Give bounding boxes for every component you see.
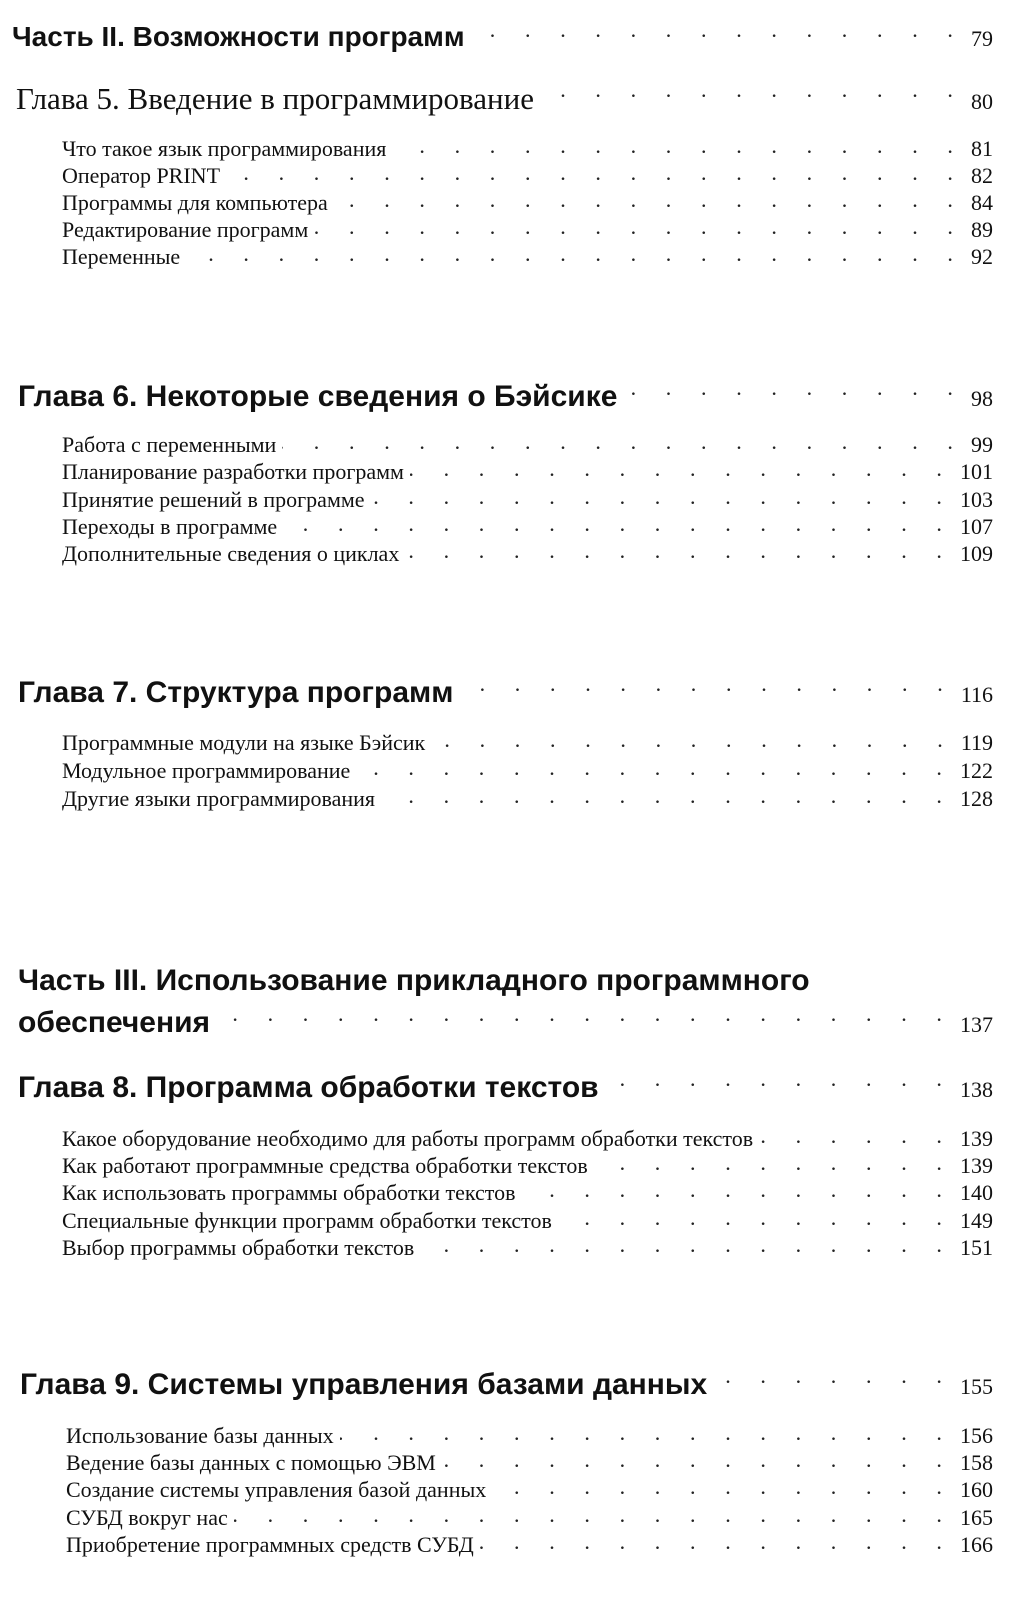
toc-entry[interactable] (62, 539, 993, 567)
page-number: 165 (960, 1505, 993, 1530)
toc-entry[interactable] (62, 1178, 993, 1206)
entry-title: Принятие решений в программе (62, 487, 365, 512)
chapter-title: Глава 7. Структура программ (18, 676, 454, 709)
entry-title: Другие языки программирования (62, 786, 376, 811)
entry-title: Какое оборудование необходимо для работы программ обработки текстов (62, 1126, 754, 1151)
dot-leader (623, 376, 965, 406)
page-number: 139 (960, 1153, 993, 1178)
dot-leader (558, 1206, 954, 1228)
toc-entry[interactable] (66, 1503, 993, 1531)
entry-title: Специальные функции программ обработки текстов (62, 1208, 552, 1233)
toc-chapter-8[interactable] (18, 1067, 993, 1105)
page-number: 92 (971, 244, 993, 269)
entry-title: Редактирование программ (62, 217, 309, 242)
dot-leader (340, 1421, 954, 1443)
page-number: 160 (960, 1477, 993, 1502)
entry-title: Модульное программирование (62, 758, 351, 783)
entry-title: Планирование разработки программ (62, 459, 404, 484)
page-number: 122 (960, 758, 993, 783)
toc-entry[interactable] (62, 756, 993, 784)
entry-title: Выбор программы обработки текстов (62, 1235, 415, 1260)
page-number: 156 (960, 1423, 993, 1448)
dot-leader (442, 1448, 954, 1470)
dot-leader (713, 1364, 954, 1394)
page-number: 138 (960, 1077, 993, 1102)
dot-leader (392, 134, 965, 156)
page-number: 128 (960, 786, 993, 811)
entry-title: Создание системы управления базой данных (66, 1477, 487, 1502)
page-number: 155 (960, 1374, 993, 1399)
toc-entry[interactable] (62, 728, 993, 756)
page-number: 89 (971, 217, 993, 242)
toc-chapter-6[interactable] (18, 376, 993, 414)
toc-entry[interactable] (62, 188, 993, 216)
dot-leader (522, 1178, 955, 1200)
toc-entry[interactable] (62, 1124, 993, 1152)
page-number: 103 (960, 487, 993, 512)
dot-leader (226, 161, 965, 183)
toc-entry[interactable] (62, 215, 993, 243)
toc-entry[interactable] (62, 161, 993, 189)
dot-leader (471, 18, 965, 46)
entry-title: Использование базы данных (66, 1423, 334, 1448)
toc-part-3[interactable] (18, 1002, 993, 1040)
entry-title: Дополнительные сведения о циклах (62, 541, 400, 566)
dot-leader (216, 1002, 954, 1032)
toc-entry[interactable] (66, 1448, 993, 1476)
entry-title: Как работают программные средства обработки текстов (62, 1153, 588, 1178)
toc-entry[interactable] (62, 1233, 993, 1261)
toc-entry[interactable] (62, 1206, 993, 1234)
entry-title: Программные модули на языке Бэйсик (62, 730, 426, 755)
page-number: 101 (960, 459, 993, 484)
page-number: 139 (960, 1126, 993, 1151)
toc-entry[interactable] (62, 512, 993, 540)
chapter-title: Глава 9. Системы управления базами данных (20, 1368, 708, 1401)
page-number: 119 (960, 730, 993, 755)
dot-leader (492, 1475, 954, 1497)
dot-leader (431, 728, 955, 750)
toc-entry[interactable] (62, 485, 993, 513)
entry-title: СУБД вокруг нас (66, 1505, 228, 1530)
dot-leader (314, 215, 965, 237)
dot-leader (282, 430, 965, 452)
toc-entry[interactable] (62, 457, 993, 485)
dot-leader (759, 1124, 954, 1146)
dot-leader (334, 188, 965, 210)
entry-title: Работа с переменными (62, 432, 277, 457)
dot-leader (594, 1151, 954, 1173)
entry-title: Как использовать программы обработки текстов (62, 1180, 516, 1205)
dot-leader (234, 1503, 954, 1525)
toc-entry[interactable] (66, 1421, 993, 1449)
chapter-title: Глава 5. Введение в программирование (16, 81, 534, 116)
page-number: 107 (960, 514, 993, 539)
page-number: 137 (960, 1012, 993, 1037)
page-number: 149 (960, 1208, 993, 1233)
page-number: 140 (960, 1180, 993, 1205)
dot-leader (605, 1067, 954, 1097)
page-number: 79 (971, 26, 993, 51)
chapter-title: Глава 6. Некоторые сведения о Бэйсике (18, 380, 618, 413)
entry-title: Переменные (62, 244, 181, 269)
page-number: 98 (971, 386, 993, 411)
page-number: 82 (971, 163, 993, 188)
entry-title: Приобретение программных средств СУБД (66, 1532, 474, 1557)
page-number: 166 (960, 1532, 993, 1557)
toc-entry[interactable] (62, 784, 993, 812)
chapter-title: Глава 8. Программа обработки текстов (18, 1071, 599, 1104)
part-title: Часть II. Возможности программ (12, 21, 465, 52)
page-number: 80 (971, 89, 993, 114)
page-number: 84 (971, 190, 993, 215)
page-number: 116 (960, 682, 993, 707)
entry-title: Программы для компьютера (62, 190, 328, 215)
entry-title: Переходы в программе (62, 514, 278, 539)
page-number: 109 (960, 541, 993, 566)
toc-chapter-9[interactable] (20, 1364, 993, 1402)
toc-entry[interactable] (66, 1530, 993, 1558)
dot-leader (356, 756, 954, 778)
toc-part-2[interactable] (12, 18, 993, 53)
dot-leader (283, 512, 954, 534)
page-number: 99 (971, 432, 993, 457)
toc-entry[interactable] (62, 134, 993, 162)
dot-leader (420, 1233, 954, 1255)
part-3-title-line-1: Часть III. Использование прикладного программного (18, 964, 810, 997)
dot-leader (371, 485, 954, 507)
toc-chapter-7[interactable] (18, 672, 993, 710)
toc-chapter-5[interactable] (16, 78, 993, 117)
page-number: 158 (960, 1450, 993, 1475)
toc-entry[interactable] (62, 242, 993, 270)
dot-leader (405, 539, 954, 561)
toc-entry[interactable] (62, 430, 993, 458)
page-number: 81 (971, 136, 993, 161)
dot-leader (459, 672, 954, 702)
dot-leader (540, 78, 965, 109)
dot-leader (480, 1530, 954, 1552)
page-number: 151 (960, 1235, 993, 1260)
dot-leader (381, 784, 954, 806)
entry-title: Ведение базы данных с помощью ЭВМ (66, 1450, 436, 1475)
dot-leader (186, 242, 965, 264)
dot-leader (410, 457, 954, 479)
toc-entry[interactable] (66, 1475, 993, 1503)
part-title: обеспечения (18, 1006, 211, 1039)
toc-entry[interactable] (62, 1151, 993, 1179)
entry-title: Что такое язык программирования (62, 136, 387, 161)
entry-title: Оператор PRINT (62, 163, 221, 188)
